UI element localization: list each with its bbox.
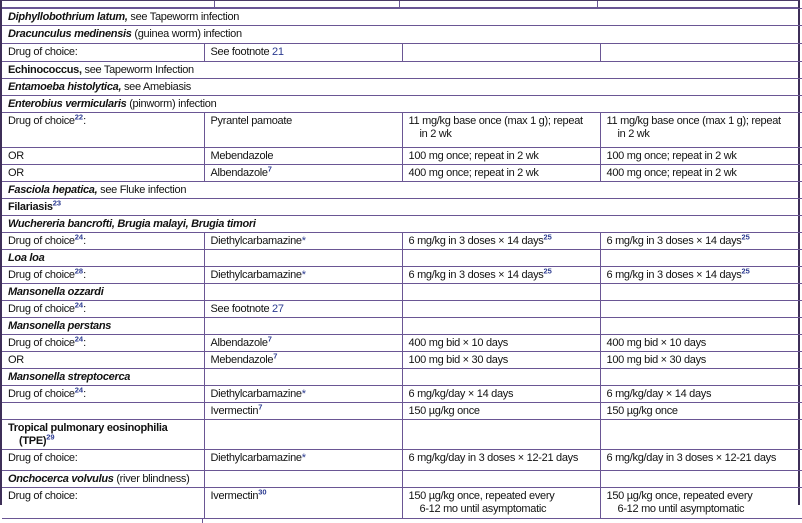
drug-table xyxy=(2,8,802,519)
table-row xyxy=(2,369,802,386)
table-cell xyxy=(204,267,402,284)
text-line xyxy=(8,98,798,111)
table-cell xyxy=(600,352,802,369)
text-segment: Mansonella perstans xyxy=(8,320,112,332)
table-cell xyxy=(600,471,802,488)
text-segment: 400 mg bid × 10 days xyxy=(606,337,706,349)
table-cell xyxy=(402,44,600,62)
text-segment: in 2 wk xyxy=(617,128,650,140)
text-line xyxy=(607,405,799,418)
table-cell xyxy=(2,335,204,352)
table-cell xyxy=(600,403,802,420)
table-cell xyxy=(204,148,402,165)
footnote-ref: 7 xyxy=(267,164,272,174)
text-segment: OR xyxy=(8,150,24,162)
text-line xyxy=(409,503,596,516)
table-row xyxy=(2,352,802,369)
text-line xyxy=(210,402,398,418)
text-line xyxy=(8,432,200,448)
section-header-cell xyxy=(2,96,802,113)
text-segment: Mansonella ozzardi xyxy=(8,286,104,298)
table-row xyxy=(2,318,802,335)
table-top-edge xyxy=(2,1,798,8)
column-divider xyxy=(597,1,598,7)
text-segment: in 2 wk xyxy=(419,128,452,140)
table-row xyxy=(2,488,802,519)
footnote-ref: 25 xyxy=(543,232,552,242)
section-header-cell xyxy=(2,79,802,96)
table-cell xyxy=(2,420,204,450)
text-segment: Diphyllobothrium latum, xyxy=(8,11,128,23)
text-segment: : xyxy=(83,235,86,247)
footnote-ref: * xyxy=(301,388,306,400)
text-line xyxy=(8,167,200,180)
text-line xyxy=(8,28,798,41)
text-line xyxy=(210,487,398,503)
text-segment: Ivermectin xyxy=(210,405,259,417)
text-segment: Diethylcarbamazine xyxy=(210,388,302,400)
text-segment: : xyxy=(83,269,86,281)
text-line xyxy=(210,334,398,350)
text-line xyxy=(8,266,200,282)
footnote-ref: 25 xyxy=(543,266,552,276)
text-line xyxy=(408,232,596,248)
text-line xyxy=(8,218,798,231)
text-line xyxy=(409,115,596,128)
footnote-ref: 28 xyxy=(74,266,84,276)
table-cell xyxy=(402,250,600,267)
section-header-row xyxy=(2,26,802,44)
footnote-ref: 29 xyxy=(46,432,55,442)
text-segment: 150 µg/kg once, repeated every xyxy=(408,490,555,502)
table-row xyxy=(2,420,802,450)
text-segment: 150 µg/kg once xyxy=(408,405,480,417)
text-segment: 6-12 mo until asymptomatic xyxy=(617,503,745,515)
section-header-cell xyxy=(2,216,802,233)
text-line xyxy=(210,351,398,367)
text-line xyxy=(409,388,596,401)
text-segment: (pinworm) infection xyxy=(126,98,217,110)
section-header-row xyxy=(2,79,802,96)
table-row xyxy=(2,450,802,471)
table-cell xyxy=(204,318,402,335)
section-header-cell xyxy=(2,26,802,44)
text-segment: (TPE) xyxy=(19,435,47,447)
footnote-ref: 25 xyxy=(741,232,750,242)
text-line xyxy=(8,371,200,384)
table-cell xyxy=(204,403,402,420)
text-line xyxy=(211,269,398,282)
table-cell xyxy=(204,352,402,369)
text-segment: 6 mg/kg/day in 3 doses × 12-21 days xyxy=(606,452,777,464)
text-segment: Mansonella streptocerca xyxy=(8,371,131,383)
table-cell xyxy=(402,318,600,335)
text-line xyxy=(8,112,200,128)
text-line xyxy=(8,354,200,367)
text-segment: 100 mg bid × 30 days xyxy=(606,354,706,366)
text-segment: See footnote xyxy=(210,46,273,58)
text-segment: Fasciola hepatica, xyxy=(8,184,98,196)
text-line xyxy=(606,232,799,248)
table-cell xyxy=(402,352,600,369)
table-cell xyxy=(600,386,802,403)
text-segment: Filariasis xyxy=(8,201,53,213)
table-cell xyxy=(2,165,204,182)
text-line xyxy=(607,128,799,141)
text-line xyxy=(8,252,200,265)
text-segment: 400 mg once; repeat in 2 wk xyxy=(606,167,737,179)
text-line xyxy=(8,452,200,465)
table-cell xyxy=(2,369,204,386)
table-cell xyxy=(402,335,600,352)
footnote-ref: 30 xyxy=(258,487,267,497)
text-segment: 6 mg/kg in 3 doses × 14 days xyxy=(606,269,742,281)
text-segment: 150 µg/kg once, repeated every xyxy=(606,490,753,502)
table-cell xyxy=(2,403,204,420)
text-line xyxy=(8,300,200,316)
text-segment: 6 mg/kg/day × 14 days xyxy=(408,388,514,400)
text-line xyxy=(408,266,596,282)
text-line xyxy=(8,473,200,486)
table-cell xyxy=(600,284,802,301)
table-cell xyxy=(204,488,402,519)
text-segment: see Fluke infection xyxy=(97,184,187,196)
text-segment: Ivermectin xyxy=(210,490,259,502)
section-header-row xyxy=(2,182,802,199)
table-cell xyxy=(2,233,204,250)
text-segment: Pyrantel pamoate xyxy=(210,115,292,127)
text-line xyxy=(8,422,200,435)
text-segment: Diethylcarbamazine xyxy=(210,269,302,281)
text-line xyxy=(211,388,398,401)
text-line xyxy=(607,388,799,401)
table-cell xyxy=(402,471,600,488)
text-line xyxy=(607,354,799,367)
text-segment: Tropical pulmonary eosinophilia xyxy=(8,422,168,434)
table-cell xyxy=(204,113,402,148)
table-row xyxy=(2,148,802,165)
footnote-ref: 27 xyxy=(272,303,284,315)
text-segment: 6 mg/kg/day in 3 doses × 12-21 days xyxy=(408,452,579,464)
section-header-row xyxy=(2,199,802,216)
text-line xyxy=(8,320,200,333)
text-line xyxy=(8,198,798,214)
text-segment: 150 µg/kg once xyxy=(606,405,678,417)
text-segment: Dracunculus medinensis xyxy=(8,28,132,40)
footnote-ref: 24 xyxy=(74,232,84,242)
table-row xyxy=(2,403,802,420)
table-cell xyxy=(2,267,204,284)
text-segment: see Tapeworm infection xyxy=(127,11,240,23)
text-line xyxy=(8,150,200,163)
table-row xyxy=(2,44,802,62)
text-line xyxy=(8,64,798,77)
section-header-cell xyxy=(2,182,802,199)
table-cell xyxy=(204,369,402,386)
text-segment: OR xyxy=(8,354,24,366)
text-line xyxy=(409,490,596,503)
section-header-cell xyxy=(2,62,802,79)
text-line xyxy=(409,452,596,465)
table-cell xyxy=(402,403,600,420)
text-line xyxy=(8,490,200,503)
table-cell xyxy=(600,44,802,62)
text-segment: Drug of choice xyxy=(8,235,75,247)
table-cell xyxy=(600,369,802,386)
text-line xyxy=(607,167,799,180)
text-line xyxy=(409,128,596,141)
table-cell xyxy=(204,386,402,403)
text-line xyxy=(607,452,799,465)
text-segment: 400 mg once; repeat in 2 wk xyxy=(408,167,539,179)
text-line xyxy=(8,385,200,401)
table-row xyxy=(2,335,802,352)
table-cell xyxy=(600,267,802,284)
footnote-ref: 22 xyxy=(74,112,84,122)
text-line xyxy=(211,303,398,316)
text-line xyxy=(8,334,200,350)
text-segment: 100 mg once; repeat in 2 wk xyxy=(408,150,539,162)
footnote-ref: 7 xyxy=(258,402,263,412)
text-segment: Onchocerca volvulus xyxy=(8,473,114,485)
text-segment: Drug of choice: xyxy=(8,46,78,58)
table-cell xyxy=(2,250,204,267)
table-cell xyxy=(600,318,802,335)
text-segment: Mebendazole xyxy=(210,150,274,162)
text-segment: Echinococcus, xyxy=(8,64,82,76)
text-segment: : xyxy=(83,337,86,349)
table-cell xyxy=(402,488,600,519)
table-cell xyxy=(2,284,204,301)
text-segment: Drug of choice xyxy=(8,269,75,281)
table-cell xyxy=(600,113,802,148)
table-cell xyxy=(204,250,402,267)
text-line xyxy=(211,235,398,248)
text-segment: 6 mg/kg in 3 doses × 14 days xyxy=(408,269,544,281)
text-segment: : xyxy=(83,115,86,127)
footnote-ref: 23 xyxy=(52,198,62,208)
table-cell xyxy=(204,233,402,250)
table-cell xyxy=(600,148,802,165)
section-header-row xyxy=(2,216,802,233)
text-segment: 6-12 mo until asymptomatic xyxy=(419,503,547,515)
text-line xyxy=(211,452,398,465)
section-header-cell xyxy=(2,9,802,26)
column-divider xyxy=(399,1,400,7)
table-cell xyxy=(2,488,204,519)
table-cell xyxy=(600,420,802,450)
text-segment: (guinea worm) infection xyxy=(131,28,242,40)
text-segment: Albendazole xyxy=(210,337,268,349)
table-cell xyxy=(2,352,204,369)
table-row xyxy=(2,113,802,148)
table-cell xyxy=(402,233,600,250)
text-line xyxy=(8,81,798,94)
table-cell xyxy=(2,386,204,403)
text-line xyxy=(409,167,596,180)
table-row xyxy=(2,386,802,403)
text-segment: Drug of choice xyxy=(8,337,75,349)
text-segment: OR xyxy=(8,167,24,179)
footnote-ref: * xyxy=(301,452,306,464)
text-segment: Wuchereria bancrofti, Brugia malayi, Brugia timori xyxy=(8,218,256,230)
table-row xyxy=(2,267,802,284)
table-cell xyxy=(402,420,600,450)
text-segment: 6 mg/kg in 3 doses × 14 days xyxy=(606,235,742,247)
text-segment: : xyxy=(83,388,86,400)
footnote-ref: 25 xyxy=(741,266,750,276)
footnote-ref: 7 xyxy=(273,351,278,361)
text-segment: Enterobius vermicularis xyxy=(8,98,127,110)
text-line xyxy=(607,337,799,350)
table-cell xyxy=(600,301,802,318)
table-cell xyxy=(204,44,402,62)
text-segment: (river blindness) xyxy=(113,473,190,485)
table-cell xyxy=(600,233,802,250)
text-segment: Drug of choice xyxy=(8,303,75,315)
table-cell xyxy=(402,148,600,165)
table-cell xyxy=(402,113,600,148)
text-line xyxy=(607,115,799,128)
text-segment: Drug of choice xyxy=(8,115,75,127)
text-line xyxy=(606,266,799,282)
table-cell xyxy=(600,450,802,471)
text-segment: Albendazole xyxy=(210,167,268,179)
text-line xyxy=(409,150,596,163)
footnote-ref: 24 xyxy=(74,300,84,310)
text-line xyxy=(409,337,596,350)
text-line xyxy=(409,405,596,418)
footnote-ref: * xyxy=(301,235,306,247)
text-line xyxy=(8,232,200,248)
table-cell xyxy=(402,301,600,318)
text-segment: 6 mg/kg/day × 14 days xyxy=(606,388,712,400)
text-segment: 11 mg/kg base once (max 1 g); repeat xyxy=(606,115,781,127)
section-header-row xyxy=(2,62,802,79)
text-segment: Diethylcarbamazine xyxy=(210,235,302,247)
text-line xyxy=(8,286,200,299)
table-cell xyxy=(204,284,402,301)
text-segment: Loa loa xyxy=(8,252,45,264)
table-cell xyxy=(2,113,204,148)
table-cell xyxy=(2,44,204,62)
table-cell xyxy=(402,450,600,471)
footnote-ref: 24 xyxy=(74,334,84,344)
section-header-row xyxy=(2,9,802,26)
text-line xyxy=(210,164,398,180)
text-line xyxy=(607,150,799,163)
text-line xyxy=(211,46,398,59)
table-cell xyxy=(600,250,802,267)
text-line xyxy=(8,46,200,59)
table-cell xyxy=(600,335,802,352)
table-row xyxy=(2,471,802,488)
table-cell xyxy=(600,165,802,182)
table-bottom-edge xyxy=(2,519,798,523)
text-segment: 100 mg once; repeat in 2 wk xyxy=(606,150,737,162)
section-header-row xyxy=(2,96,802,113)
table-cell xyxy=(204,165,402,182)
text-line xyxy=(211,115,398,128)
text-segment: 100 mg bid × 30 days xyxy=(408,354,508,366)
text-segment: 11 mg/kg base once (max 1 g); repeat xyxy=(408,115,583,127)
text-line xyxy=(607,503,799,516)
text-segment: : xyxy=(83,303,86,315)
footnote-ref: 7 xyxy=(267,334,272,344)
text-line xyxy=(211,150,398,163)
table-cell xyxy=(204,301,402,318)
text-line xyxy=(607,490,799,503)
table-cell xyxy=(2,318,204,335)
table-cell xyxy=(402,165,600,182)
table-cell xyxy=(402,267,600,284)
table-cell xyxy=(402,386,600,403)
footnote-ref: 24 xyxy=(74,385,84,395)
table-cell xyxy=(204,471,402,488)
text-segment: Mebendazole xyxy=(210,354,274,366)
table-cell xyxy=(402,369,600,386)
column-divider xyxy=(202,519,203,523)
table-body xyxy=(2,9,802,519)
table-cell xyxy=(2,450,204,471)
section-header-cell xyxy=(2,199,802,216)
text-segment: Drug of choice: xyxy=(8,490,78,502)
text-segment: 400 mg bid × 10 days xyxy=(408,337,508,349)
text-line xyxy=(409,354,596,367)
table-cell xyxy=(204,420,402,450)
text-segment: Drug of choice xyxy=(8,388,75,400)
footnote-ref: * xyxy=(301,269,306,281)
column-divider xyxy=(214,1,215,7)
table-row xyxy=(2,301,802,318)
text-segment: see Tapeworm Infection xyxy=(81,64,194,76)
table-cell xyxy=(2,148,204,165)
table-cell xyxy=(600,488,802,519)
table-cell xyxy=(402,284,600,301)
text-line xyxy=(8,184,798,197)
text-segment: Entamoeba histolytica, xyxy=(8,81,122,93)
table-cell xyxy=(204,335,402,352)
text-segment: see Amebiasis xyxy=(121,81,192,93)
text-segment: See footnote xyxy=(210,303,273,315)
table-row xyxy=(2,250,802,267)
text-segment: Drug of choice: xyxy=(8,452,78,464)
footnote-ref: 21 xyxy=(272,46,284,58)
table-cell xyxy=(204,450,402,471)
table-cell xyxy=(2,471,204,488)
text-segment: 6 mg/kg in 3 doses × 14 days xyxy=(408,235,544,247)
table-row xyxy=(2,284,802,301)
text-line xyxy=(8,11,798,24)
text-segment: Diethylcarbamazine xyxy=(210,452,302,464)
table-cell xyxy=(2,301,204,318)
table-row xyxy=(2,233,802,250)
table-row xyxy=(2,165,802,182)
